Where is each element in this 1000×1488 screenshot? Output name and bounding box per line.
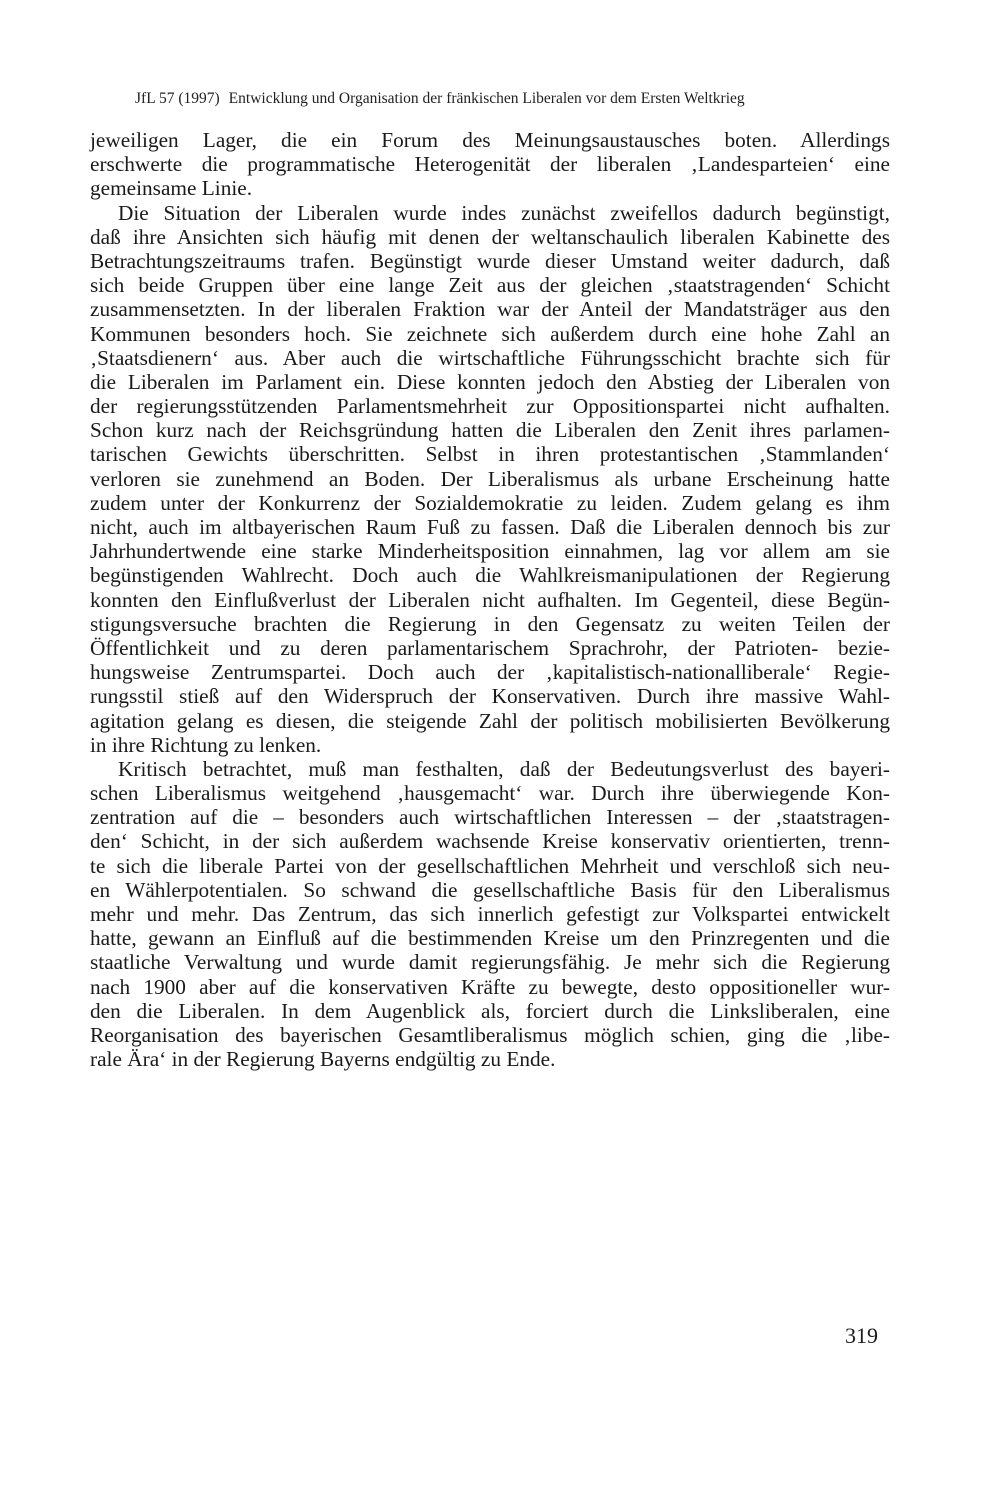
text-line: Die Situation der Liberalen wurde indes zunächst zweifellos dadurch begünstigt, (118, 200, 890, 225)
body-text (90, 128, 890, 1071)
text-line: Reorganisation des bayerischen Gesamtliberalismus möglich schien, ging die ‚libe- (90, 1022, 890, 1047)
text-line: verloren sie zunehmend an Boden. Der Liberalismus als urbane Erscheinung hatte (90, 466, 890, 491)
text-line: ‚Staatsdienern‘ aus. Aber auch die wirtschaftliche Führungsschicht brachte sich für (90, 345, 890, 370)
text-line: in ihre Richtung zu lenken. (90, 732, 322, 757)
text-line: hatte, gewann an Einfluß auf die bestimmenden Kreise um den Prinzregenten und die (90, 926, 890, 951)
text-line: nach 1900 aber auf die konservativen Kräfte zu bewegte, desto oppositioneller wur- (90, 974, 890, 999)
text-line: zentration auf die – besonders auch wirtschaftlichen Interessen – der ‚staatstragen- (90, 805, 890, 830)
paragraph (90, 201, 890, 757)
text-line: Kommunen besonders hoch. Sie zeichnete sich außerdem durch eine hohe Zahl an (90, 321, 890, 346)
text-line: rale Ära‘ in der Regierung Bayerns endgültig zu Ende. (90, 1047, 556, 1072)
text-line: nicht, auch im altbayerischen Raum Fuß zu fassen. Daß die Liberalen dennoch bis zur (90, 515, 890, 539)
text-line: begünstigenden Wahlrecht. Doch auch die Wahlkreismanipulationen der Regierung (90, 563, 890, 588)
text-line: Betrachtungszeitraums trafen. Begünstigt wurde dieser Umstand weiter dadurch, daß (90, 248, 890, 273)
text-line: Jahrhundertwende eine starke Minderheitsposition einnahmen, lag vor allem am sie (90, 539, 890, 564)
text-line: die Liberalen im Parlament ein. Diese konnten jedoch den Abstieg der Liberalen von (90, 369, 890, 394)
text-line: stigungsversuche brachten die Regierung in den Gegensatz zu weiten Teilen der (90, 611, 890, 636)
text-line: hungsweise Zentrumspartei. Doch auch der ‚kapitalistisch-nationalliberale‘ Regie- (90, 660, 890, 685)
text-line: jeweiligen Lager, die ein Forum des Meinungsaustausches boten. Allerdings (90, 128, 890, 152)
text-line: daß ihre Ansichten sich häufig mit denen der weltanschaulich liberalen Kabinette des (90, 224, 890, 249)
paragraph (90, 757, 890, 1071)
text-line: staatliche Verwaltung und wurde damit regierungsfähig. Je mehr sich die Regierung (90, 950, 890, 975)
text-line: erschwerte die programmatische Heterogenität der liberalen ‚Landesparteien‘ eine (90, 152, 890, 177)
text-line: tarischen Gewichts überschritten. Selbst in ihren protestantischen ‚Stammlanden‘ (90, 442, 890, 467)
text-line: en Wählerpotentialen. So schwand die gesellschaftliche Basis für den Liberalismus (90, 877, 890, 902)
text-line: schen Liberalismus weitgehend ‚hausgemacht‘ war. Durch ihre überwiegende Kon- (90, 781, 890, 806)
text-line: den die Liberalen. In dem Augenblick als, forciert durch die Linksliberalen, eine (90, 998, 890, 1023)
text-line: mehr und mehr. Das Zentrum, das sich innerlich gefestigt zur Volkspartei entwickelt (90, 902, 890, 926)
text-line: zudem unter der Konkurrenz der Sozialdemokratie zu leiden. Zudem gelang es ihm (90, 490, 890, 515)
text-line: der regierungsstützenden Parlamentsmehrheit zur Oppositionspartei nicht aufhalten. (90, 394, 890, 419)
text-line: Kritisch betrachtet, muß man festhalten, daß der Bedeutungsverlust des bayeri- (118, 756, 890, 781)
journal-reference: JfL 57 (1997) (135, 90, 220, 107)
text-line: agitation gelang es diesen, die steigende Zahl der politisch mobilisierten Bevölkerung (90, 708, 890, 733)
text-line: te sich die liberale Partei von der gesellschaftlichen Mehrheit und verschloß sich neu- (90, 853, 890, 878)
text-line: den‘ Schicht, in der sich außerdem wachsende Kreise konservativ orientierten, trenn- (90, 829, 890, 854)
text-line: gemeinsame Linie. (90, 176, 253, 201)
paragraph (90, 128, 890, 201)
text-line: konnten den Einflußverlust der Liberalen nicht aufhalten. Im Gegenteil, diese Begün- (90, 587, 890, 612)
text-line: zusammensetzten. In der liberalen Fraktion war der Anteil der Mandatsträger aus den (90, 297, 890, 322)
text-line: rungsstil stieß auf den Widerspruch der Konservativen. Durch ihre massive Wahl- (90, 684, 890, 709)
page-number: 319 (845, 1323, 878, 1348)
article-title: Entwicklung und Organisation der fränkischen Liberalen vor dem Ersten Weltkrieg (228, 90, 745, 107)
text-line: sich beide Gruppen über eine lange Zeit aus der gleichen ‚staatstragenden‘ Schicht (90, 273, 890, 298)
text-line: Schon kurz nach der Reichsgründung hatten die Liberalen den Zenit ihres parlamen- (90, 418, 890, 443)
text-line: Öffentlichkeit und zu deren parlamentarischem Sprachrohr, der Patrioten- bezie- (90, 635, 890, 660)
running-header (135, 88, 895, 110)
